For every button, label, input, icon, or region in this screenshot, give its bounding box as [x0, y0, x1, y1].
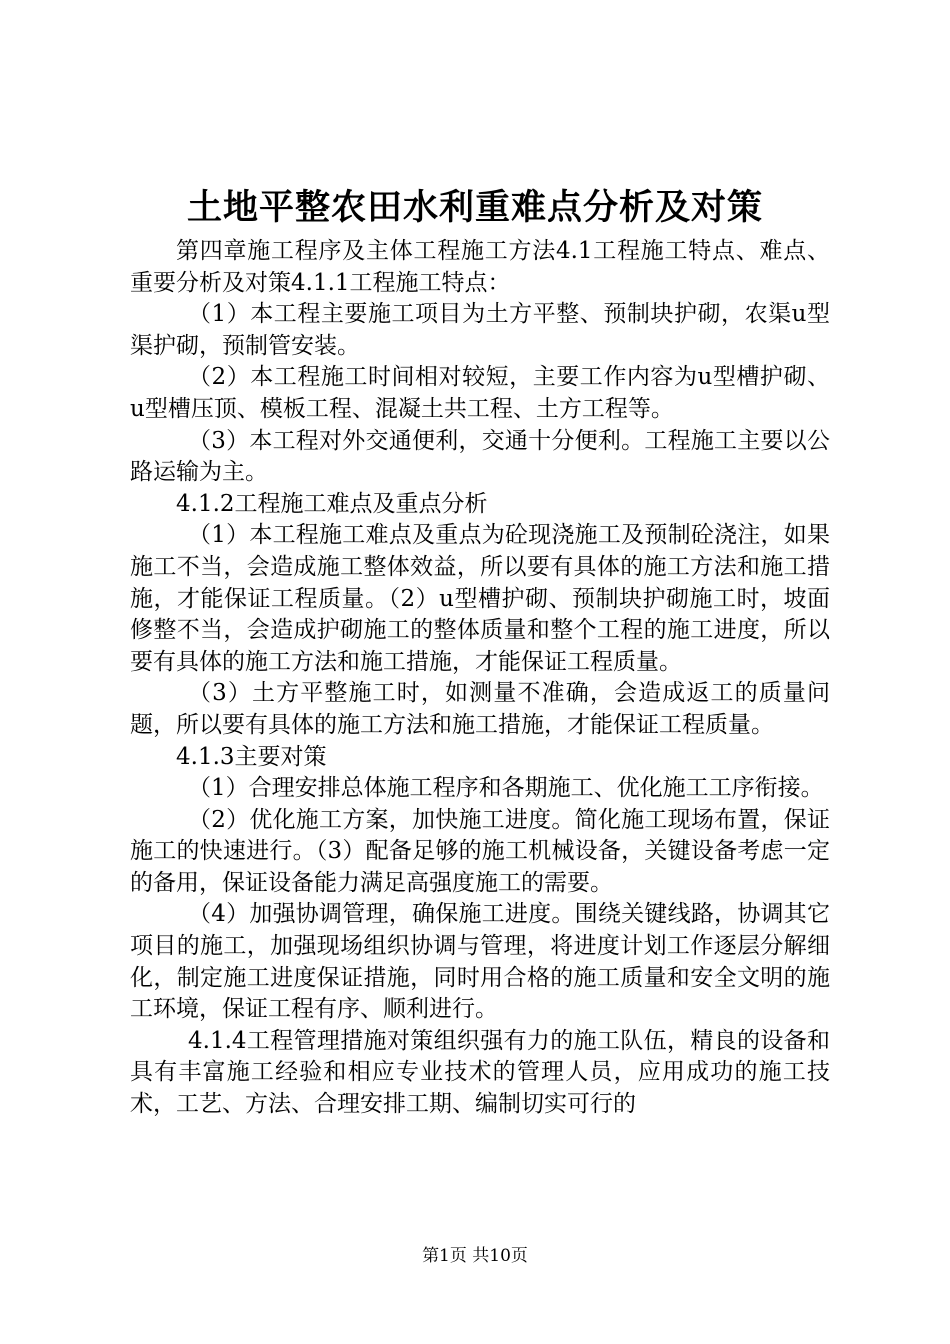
page-footer: 第1页 共10页 — [422, 1246, 528, 1266]
section-heading: 4.1.2工程施工难点及重点分析 — [176, 490, 488, 517]
paragraph: （2）优化施工方案，加快施工进度。简化施工现场布置，保证施工的快速进行。（3）配备足够的施工机械设备，关键设备考虑一定的备用，保证设备能力满足高强度施工的需要。 — [130, 806, 830, 896]
document-body — [130, 236, 830, 1121]
paragraph: （1）合理安排总体施工程序和各期施工、优化施工工序衔接。 — [188, 775, 824, 802]
document-title: 土地平整农田水利重难点分析及对策 — [186, 187, 763, 228]
section-heading: 4.1.3主要对策 — [176, 743, 327, 770]
paragraph: （2）本工程施工时间相对较短，主要工作内容为u型槽护砌、u型槽压顶、模板工程、混凝土共工程、土方工程等。 — [130, 364, 830, 422]
paragraph: （3）本工程对外交通便利，交通十分便利。工程施工主要以公路运输为主。 — [130, 427, 830, 486]
paragraph: （3）土方平整施工时，如测量不准确，会造成返工的质量问题，所以要有具体的施工方法和施工措施，才能保证工程质量。 — [130, 680, 830, 738]
paragraph: （1）本工程主要施工项目为土方平整、预制块护砌，农渠u型渠护砌，预制管安装。 — [130, 301, 830, 359]
paragraph: 第四章施工程序及主体工程施工方法4.1工程施工特点、难点、重要分析及对策4.1.1工程施工特点： — [130, 238, 830, 296]
paragraph: （1）本工程施工难点及重点为砼现浇施工及预制砼浇注，如果施工不当，会造成施工整体效益，所以要有具体的施工方法和施工措施，才能保证工程质量。（2）u型槽护砌、预制块护砌施工时，坡面修整不当，会造成护砌施工的整体质量和整个工程的施工进度，所以要有具体的施工方法和施工措施，才能保证工程质量。 — [130, 522, 830, 675]
paragraph: 4.1.4工程管理措施对策组织强有力的施工队伍，精良的设备和具有丰富施工经验和相应专业技术的管理人员，应用成功的施工技术，工艺、方法、合理安排工期、编制切实可行的 — [130, 1027, 830, 1118]
paragraph: （4）加强协调管理，确保施工进度。围绕关键线路，协调其它项目的施工，加强现场组织协调与管理，将进度计划工作逐层分解细化，制定施工进度保证措施，同时用合格的施工质量和安全文明的施工环境，保证工程有序、顺利进行。 — [130, 901, 830, 1023]
